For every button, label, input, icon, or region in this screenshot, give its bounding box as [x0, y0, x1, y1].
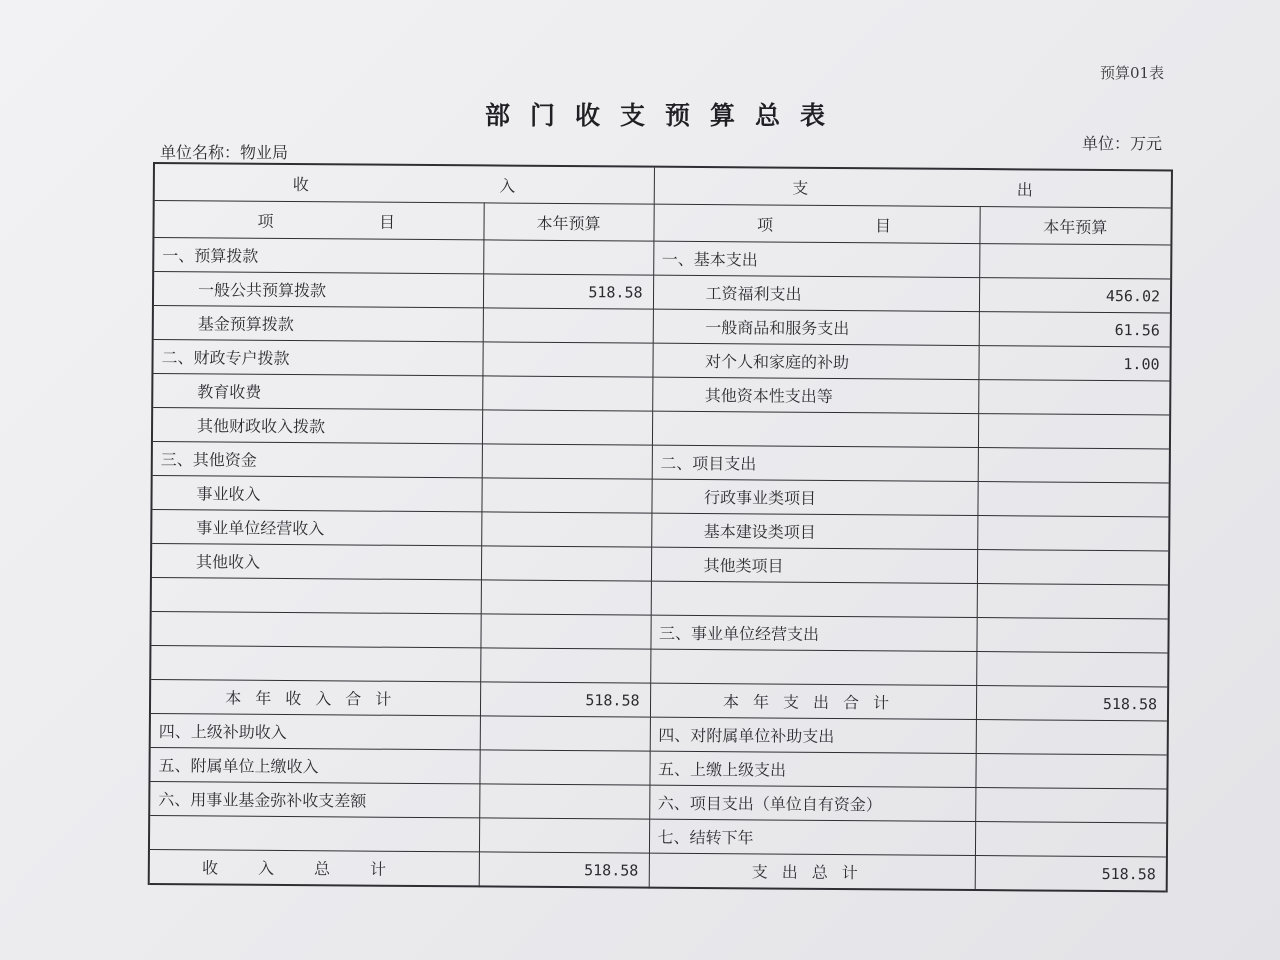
expense-item: 对个人和家庭的补助	[652, 343, 978, 379]
expense-item: 七、结转下年	[649, 819, 975, 855]
expense-item: 一、基本支出	[653, 241, 979, 277]
expense-value	[978, 380, 1170, 415]
income-value	[482, 376, 652, 411]
expense-value	[979, 244, 1171, 279]
income-item: 一、预算拨款	[153, 238, 483, 274]
expense-total-value: 518.58	[975, 856, 1167, 892]
income-subtotal-label: 本年收入合计	[150, 679, 480, 715]
income-value	[482, 444, 652, 479]
expense-item: 基本建设类项目	[651, 513, 977, 549]
expense-value	[975, 788, 1167, 823]
income-header-char2: 入	[499, 176, 516, 196]
income-item: 事业收入	[151, 475, 481, 511]
income-header	[154, 163, 654, 204]
expense-subtotal-label: 本年支出合计	[650, 683, 976, 719]
income-value	[482, 410, 652, 445]
expense-item: 四、对附属单位补助支出	[650, 717, 976, 753]
income-item: 事业单位经营收入	[151, 509, 481, 545]
expense-value	[975, 822, 1167, 857]
total-row	[149, 849, 1167, 891]
expense-item: 六、项目支出（单位自有资金）	[649, 785, 975, 821]
expense-item: 一般商品和服务支出	[653, 309, 979, 345]
expense-header-char1: 支	[792, 178, 809, 198]
income-item: 一般公共预算拨款	[153, 272, 483, 308]
expense-total-label: 支出总计	[649, 853, 975, 890]
expense-item: 三、事业单位经营支出	[650, 615, 976, 651]
income-item-header	[153, 201, 483, 240]
expense-value: 456.02	[979, 278, 1171, 313]
income-value	[479, 750, 649, 785]
expense-value	[978, 414, 1170, 449]
income-item: 四、上级补助收入	[150, 713, 480, 749]
expense-item: 其他类项目	[651, 547, 977, 583]
unit-label: 单位：万元	[1082, 134, 1163, 153]
income-item: 五、附属单位上缴收入	[149, 747, 479, 783]
income-value	[483, 308, 653, 343]
org-label: 单位名称：物业局	[160, 143, 289, 162]
income-item	[150, 611, 480, 647]
expense-item	[650, 649, 976, 685]
income-subtotal-value: 518.58	[480, 682, 650, 717]
page-title: 部门收支预算总表	[484, 101, 845, 130]
income-item: 其他收入	[151, 543, 481, 579]
expense-value	[977, 584, 1169, 619]
expense-item: 工资福利支出	[653, 275, 979, 311]
budget-table	[148, 162, 1171, 892]
expense-budget-header: 本年预算	[979, 207, 1171, 245]
expense-value	[978, 448, 1170, 483]
income-value: 518.58	[483, 274, 653, 309]
income-item: 其他财政收入拨款	[152, 408, 482, 444]
income-budget-header: 本年预算	[483, 203, 653, 241]
income-value	[479, 818, 649, 853]
expense-item	[651, 581, 977, 617]
income-item	[151, 577, 481, 613]
expense-value	[976, 652, 1168, 687]
expense-item	[652, 411, 978, 447]
expense-item-header	[653, 204, 979, 243]
income-value	[480, 716, 650, 751]
expense-subtotal-value: 518.58	[976, 686, 1168, 721]
expense-header	[654, 167, 1172, 208]
income-item	[149, 815, 479, 851]
expense-value	[976, 720, 1168, 755]
form-id: 预算01表	[1100, 64, 1165, 82]
income-value	[480, 614, 650, 649]
income-value	[482, 342, 652, 377]
expense-value	[975, 754, 1167, 789]
expense-header-char2: 出	[1016, 179, 1033, 199]
income-total-label: 收入总计	[149, 849, 479, 886]
income-value	[481, 512, 651, 547]
expense-item: 二、项目支出	[652, 445, 978, 481]
expense-value	[977, 550, 1169, 585]
expense-value: 1.00	[978, 346, 1170, 381]
income-item: 基金预算拨款	[153, 306, 483, 342]
income-item: 二、财政专户拨款	[152, 340, 482, 376]
expense-value	[977, 516, 1169, 551]
expense-value	[977, 482, 1169, 517]
expense-value: 61.56	[979, 312, 1171, 347]
income-item: 六、用事业基金弥补收支差额	[149, 781, 479, 817]
expense-item-header-char2: 目	[874, 215, 892, 235]
income-value	[479, 784, 649, 819]
income-item: 三、其他资金	[152, 441, 482, 477]
income-header-char1: 收	[292, 174, 309, 194]
income-value	[481, 546, 651, 581]
income-value	[481, 580, 651, 615]
income-total-value: 518.58	[479, 852, 649, 888]
expense-item: 其他资本性支出等	[652, 377, 978, 413]
expense-value	[976, 618, 1168, 653]
income-item-header-char2: 目	[378, 212, 396, 232]
income-item	[150, 645, 480, 681]
expense-item: 五、上缴上级支出	[649, 751, 975, 787]
income-item-header-char1: 项	[257, 211, 274, 231]
income-item: 教育收费	[152, 374, 482, 410]
income-value	[483, 240, 653, 275]
expense-item: 行政事业类项目	[651, 479, 977, 515]
expense-item-header-char1: 项	[756, 214, 774, 235]
income-value	[480, 648, 650, 683]
income-value	[481, 478, 651, 513]
